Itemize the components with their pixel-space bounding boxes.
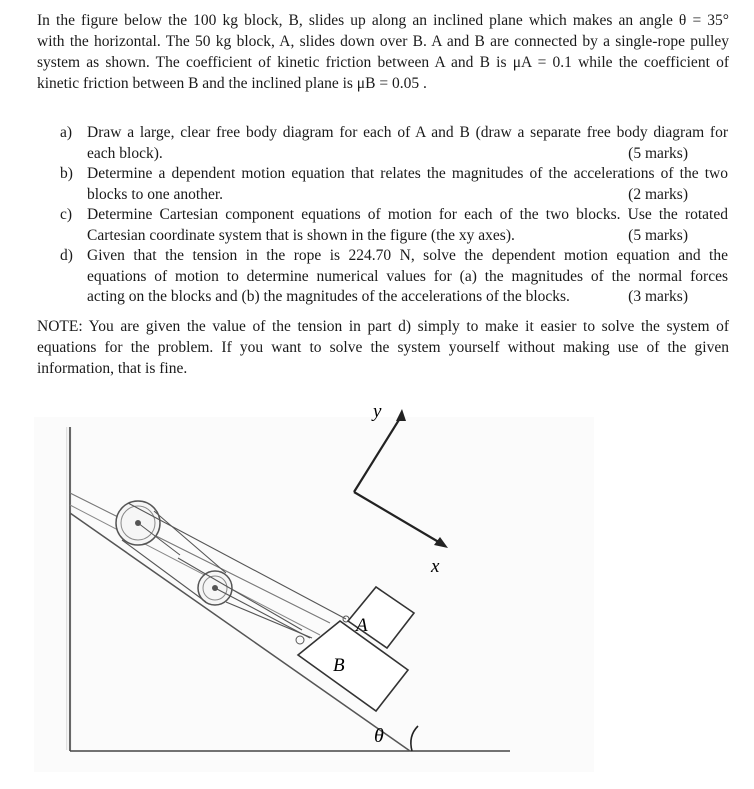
intro-line-1: In the figure below the 100 kg block, B, slides up along an inclined plane which makes an angle θ = 35° — [37, 12, 729, 29]
note-paragraph — [37, 316, 729, 379]
part-d-line-1: Given that the tension in the rope is 224.70 N, solve the dependent motion equation and the — [87, 247, 728, 264]
block-b-label: B — [333, 655, 345, 676]
part-d — [60, 246, 728, 308]
part-a-line-2: each block). — [87, 144, 163, 162]
question-parts — [60, 123, 728, 308]
part-d-line-3: acting on the blocks and (b) the magnitudes of the accelerations of the blocks. — [87, 288, 570, 305]
part-b-line-1: Determine a dependent motion equation that relates the magnitudes of the accelerations of the two — [87, 165, 728, 182]
theta-label: θ — [374, 725, 384, 747]
part-c-label: c) — [60, 206, 73, 223]
axis-y-label: y — [373, 401, 382, 422]
part-b-marks: (2 marks) — [628, 185, 688, 203]
figure-background — [34, 417, 594, 772]
part-d-line-2: equations of motion to determine numerical values for (a) the magnitudes of the normal forces — [87, 267, 728, 285]
incline-pulley-figure — [30, 395, 710, 775]
part-d-marks: (3 marks) — [628, 288, 688, 305]
note-line-1: NOTE: You are given the value of the tension in part d) simply to make it easier to solve the system of — [37, 318, 729, 335]
part-c-line-1: Determine Cartesian component equations of motion for each of the two blocks. Use the rotated — [87, 206, 728, 223]
intro-line-2: with the horizontal. The 50 kg block, A, slides down over B. A and B are connected by a single-rope pulley — [37, 33, 729, 50]
wall-hatching — [66, 427, 72, 750]
part-c-line-2: Cartesian coordinate system that is shown in the figure (the xy axes). — [87, 226, 515, 244]
part-a-label: a) — [60, 124, 73, 141]
part-b-label: b) — [60, 165, 73, 182]
note-line-3: information, that is fine. — [37, 360, 188, 377]
part-b — [60, 164, 728, 205]
intro-line-3: system as shown. The coefficient of kinetic friction between A and B is μA = 0.1 while the coefficient of — [37, 54, 729, 71]
note-line-2: equations for the problem. If you want to solve the system yourself without making use of the given — [37, 339, 729, 356]
part-c-marks: (5 marks) — [628, 226, 688, 244]
part-a-marks: (5 marks) — [628, 144, 688, 162]
problem-intro — [37, 10, 729, 94]
part-a-line-1: Draw a large, clear free body diagram for each of A and B (draw a separate free body diagram for — [87, 124, 728, 141]
part-a — [60, 123, 728, 164]
axis-x-label: x — [431, 556, 440, 577]
block-a-label: A — [356, 615, 368, 636]
intro-line-4: kinetic friction between B and the inclined plane is μB = 0.05 . — [37, 75, 427, 92]
part-d-label: d) — [60, 247, 73, 264]
part-c — [60, 205, 728, 246]
part-b-line-2: blocks to one another. — [87, 185, 224, 203]
